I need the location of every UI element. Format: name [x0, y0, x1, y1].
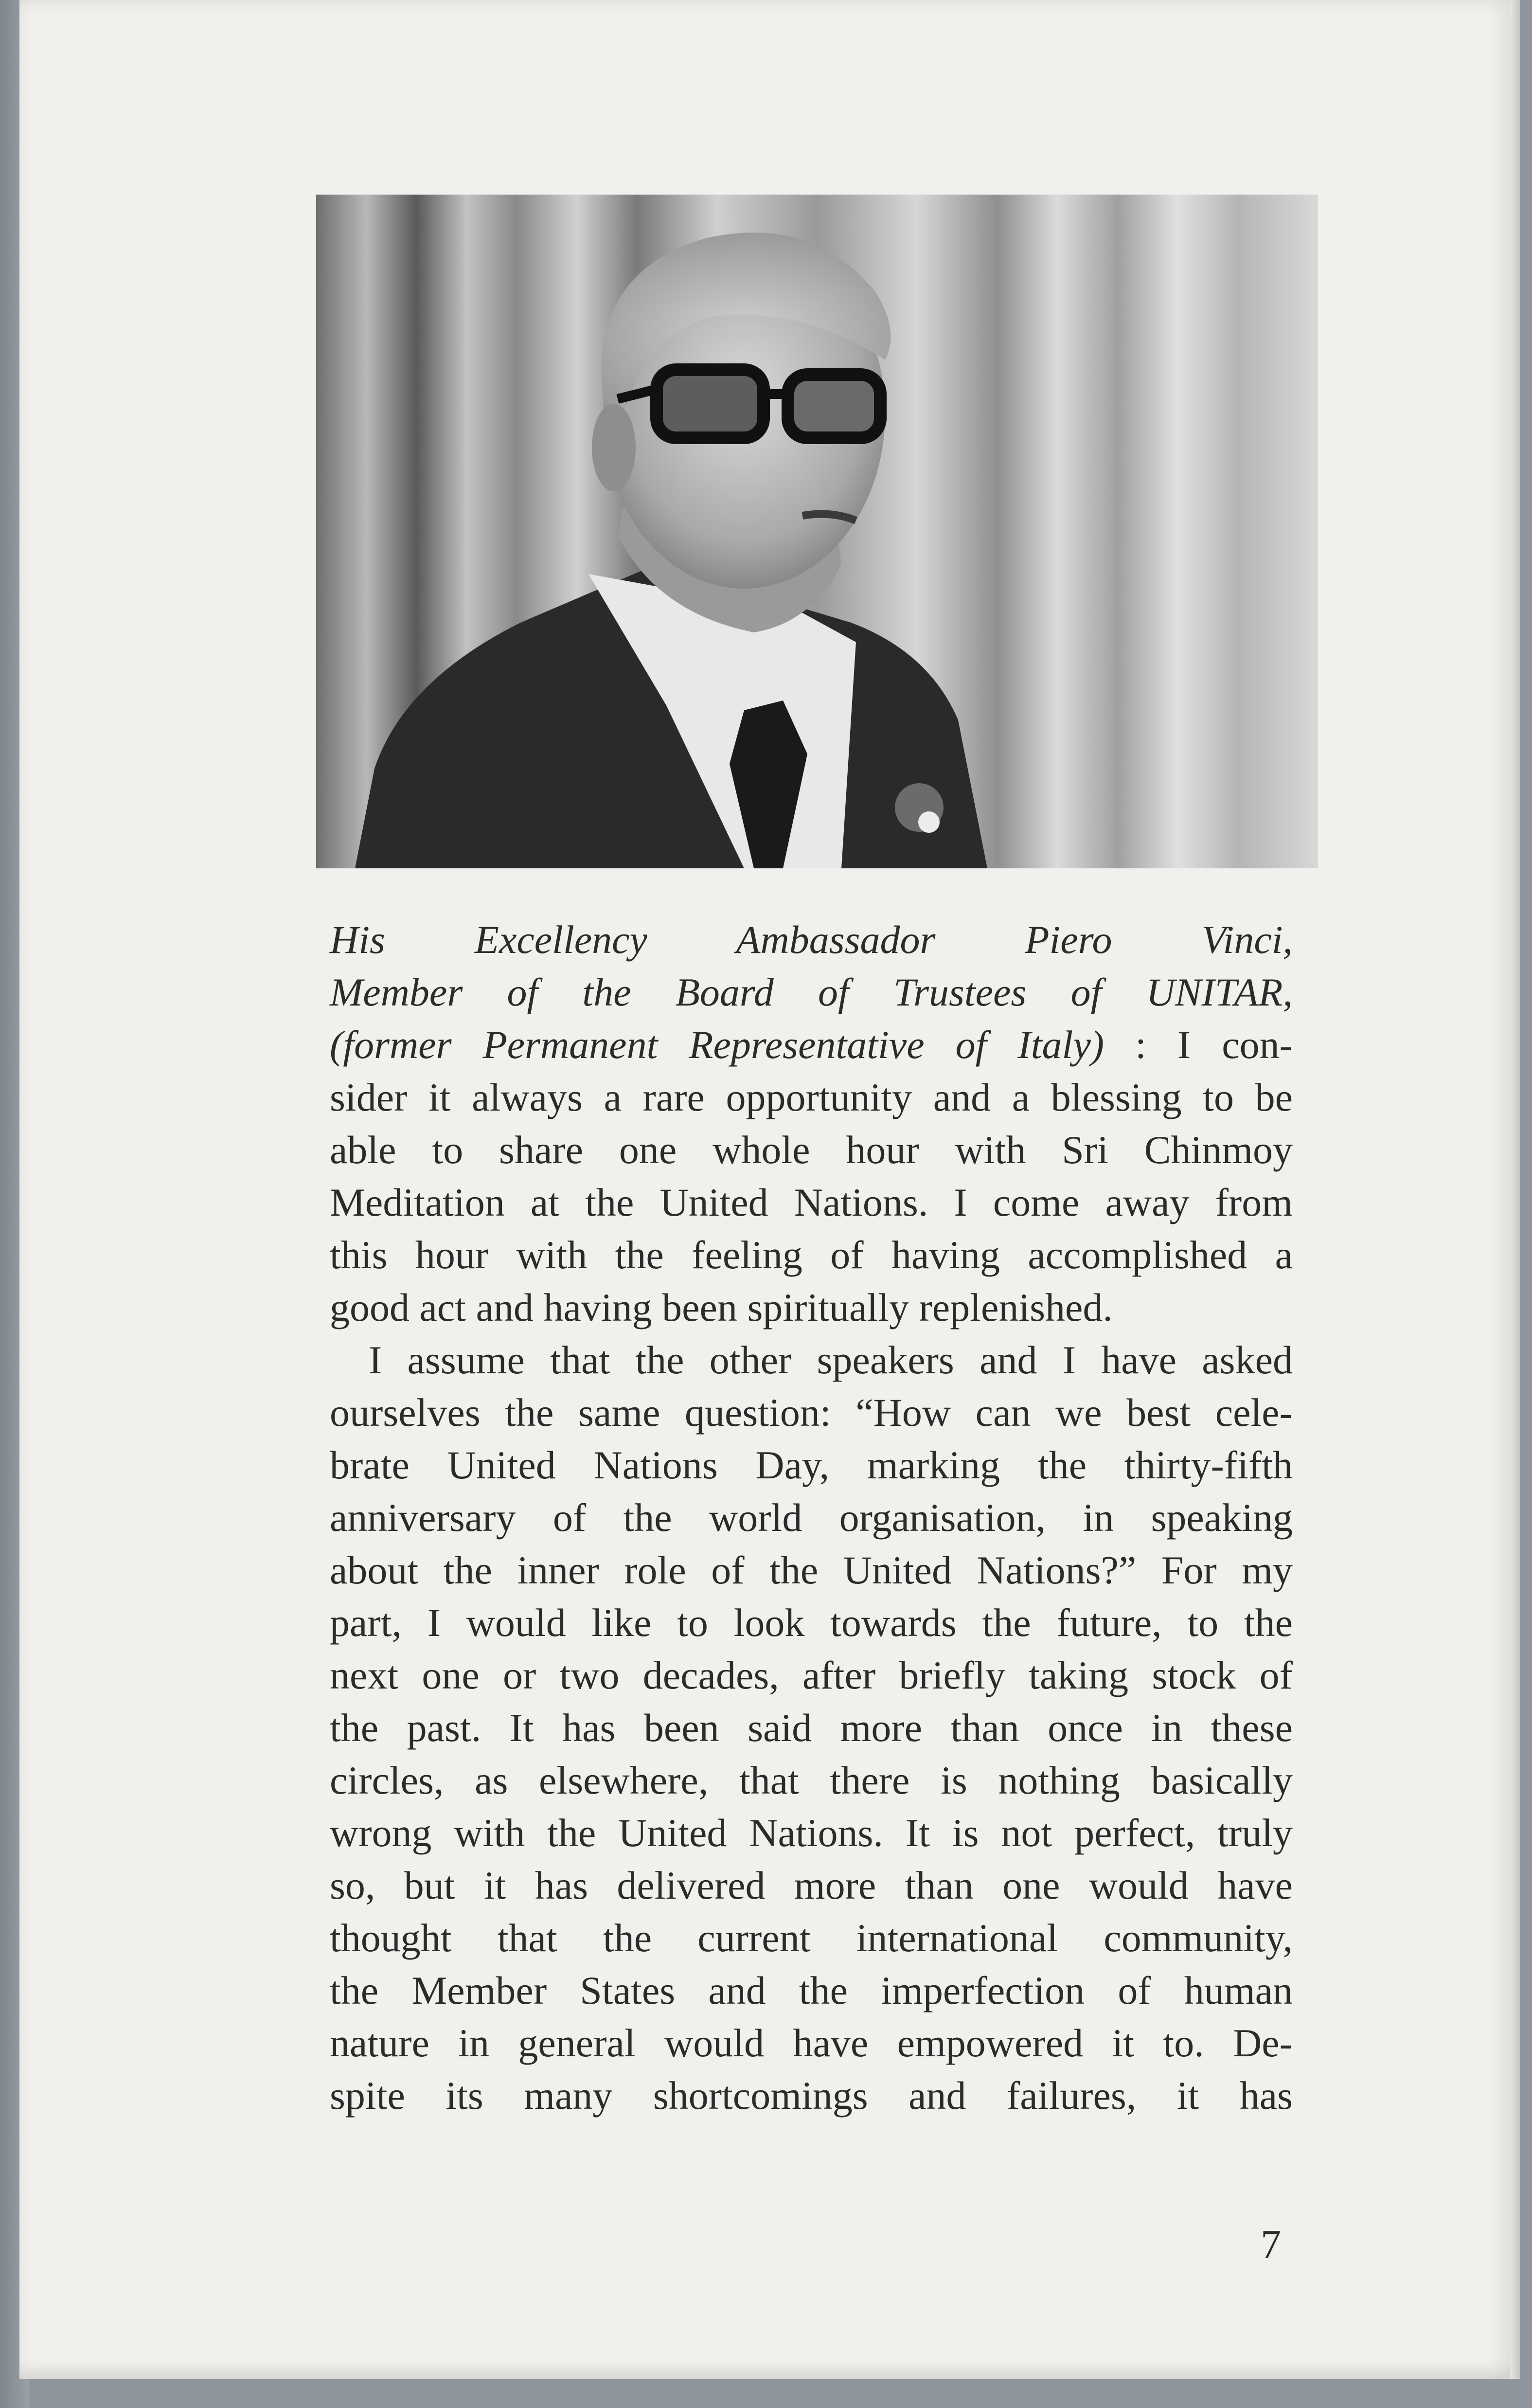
paragraph-line: anniversary of the world organisation, in speaking — [330, 1495, 1293, 1540]
paragraph-line: Meditation at the United Nations. I come away from — [330, 1180, 1293, 1224]
speaker-role: Member of the Board of Trustees of UNITAR, — [330, 970, 1293, 1014]
portrait-icon — [316, 195, 1318, 868]
speaker-former-role: (former Permanent Representative of Italy) — [330, 1023, 1104, 1067]
caption-line — [330, 914, 1293, 966]
paragraph-line: part, I would like to look towards the future, to the — [330, 1600, 1293, 1645]
caption-line — [330, 966, 1293, 1019]
book-page — [19, 0, 1520, 2379]
paragraph-line: nature in general would have empowered it to. De- — [330, 2021, 1293, 2065]
speaker-name: His Excellency Ambassador Piero Vinci, — [330, 917, 1293, 962]
caption-line — [330, 1019, 1293, 1071]
paragraph-line: sider it always a rare opportunity and a blessing to be — [330, 1075, 1293, 1119]
portrait-photo — [316, 195, 1318, 868]
paragraph-line: good act and having been spiritually replenished. — [330, 1285, 1113, 1330]
page-number: 7 — [1261, 2222, 1281, 2267]
paragraph-line: I con- — [1177, 1023, 1293, 1067]
paragraph-line: I assume that the other speakers and I have asked — [369, 1338, 1293, 1382]
paragraph-line: thought that the current international community, — [330, 1916, 1293, 1960]
paragraph-line: brate United Nations Day, marking the thirty-fifth — [330, 1443, 1293, 1487]
paragraph-line: able to share one whole hour with Sri Chinmoy — [330, 1128, 1293, 1172]
paragraph-line: the Member States and the imperfection of human — [330, 1968, 1293, 2013]
paragraph-line: the past. It has been said more than once in these — [330, 1706, 1293, 1750]
page-edge — [1510, 0, 1520, 2379]
paragraph-line: circles, as elsewhere, that there is nothing basically — [330, 1758, 1293, 1802]
separator: : — [1104, 1023, 1177, 1067]
paragraph-line: ourselves the same question: “How can we best cele- — [330, 1390, 1293, 1435]
paragraph-line: wrong with the United Nations. It is not perfect, truly — [330, 1811, 1293, 1855]
paragraph-line: so, but it has delivered more than one would have — [330, 1863, 1293, 1907]
paragraph-line: about the inner role of the United Nations?” For my — [330, 1548, 1293, 1592]
caption-text — [330, 914, 1293, 2122]
paragraph-line: spite its many shortcomings and failures, it has — [330, 2073, 1293, 2118]
paragraph-line: this hour with the feeling of having accomplished a — [330, 1233, 1293, 1277]
paragraph-line: next one or two decades, after briefly taking stock of — [330, 1653, 1293, 1697]
